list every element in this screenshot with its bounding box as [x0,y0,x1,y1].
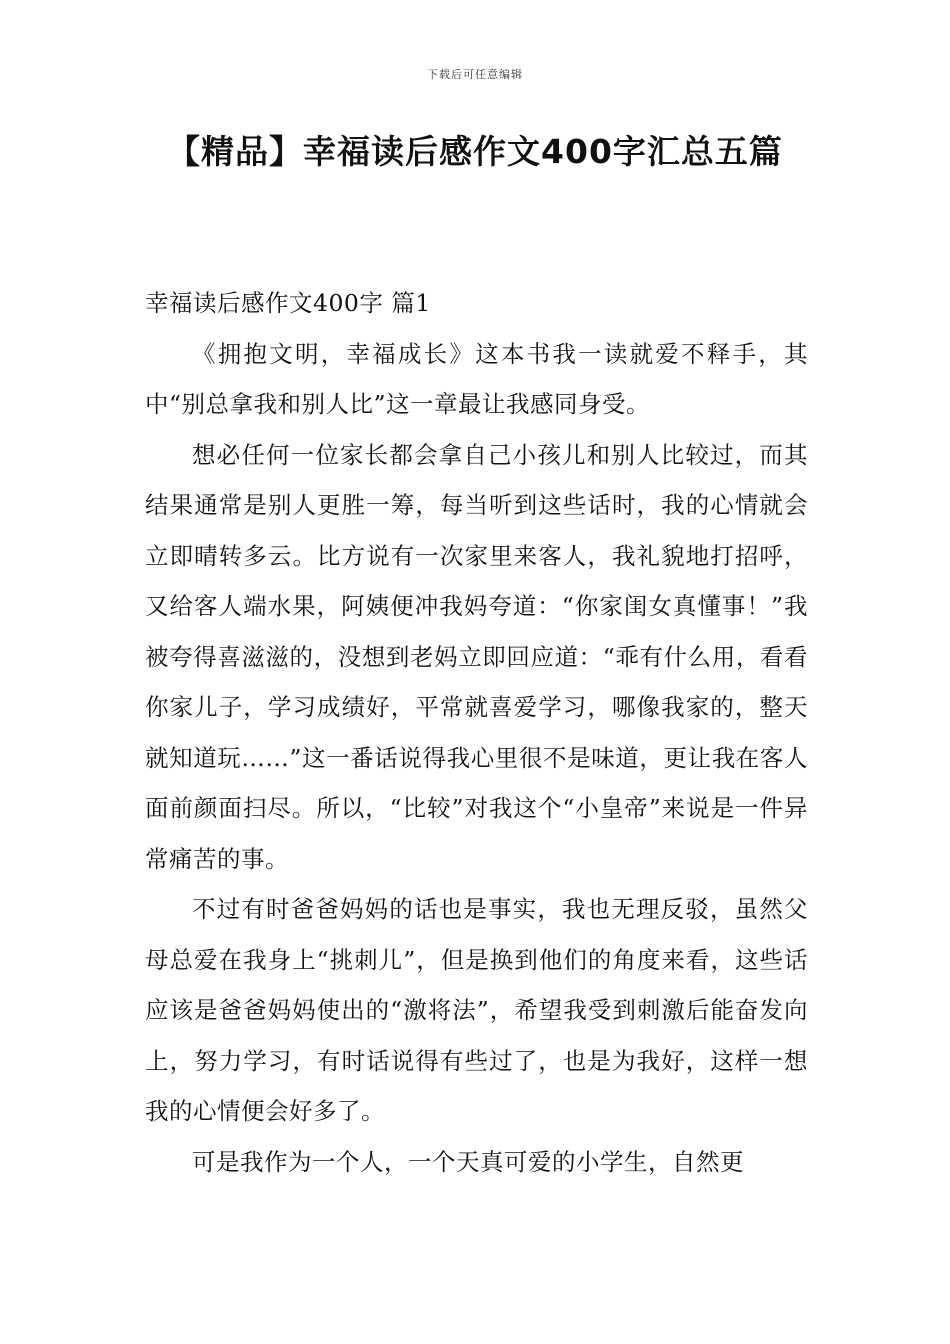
section-heading: 幸福读后感作文400字 篇1 [145,289,431,317]
header-note: 下载后可任意编辑 [427,68,523,81]
paragraph: 《拥抱文明，幸福成长》这本书我一读就爱不释手，其中“别总拿我和别人比”这一章最让我感同身受。 [145,339,808,418]
document-title: 【精品】幸福读后感作文400字汇总五篇 [167,132,783,171]
paragraph: 不过有时爸爸妈妈的话也是事实，我也无理反驳，虽然父母总爱在我身上“挑刺儿”，但是换到他们的角度来看，这些话应该是爸爸妈妈使出的“激将法”，希望我受到刺激后能奋发向上，努力学习，有时话说得有些过了，也是为我好，这样一想我的心情便会好多了。 [145,895,808,1125]
paragraph: 想必任何一位家长都会拿自己小孩儿和别人比较过，而其结果通常是别人更胜一筹，每当听到这些话时，我的心情就会立即晴转多云。比方说有一次家里来客人，我礼貌地打招呼，又给客人端水果，阿姨便冲我妈夸道：“你家闺女真懂事！”我被夸得喜滋滋的，没想到老妈立即回应道：“乖有什么用，看看你家儿子，学习成绩好，平常就喜爱学习，哪像我家的，整天就知道玩……”这一番话说得我心里很不是味道，更让我在客人面前颜面扫尽。所以，“比较”对我这个“小皇帝”来说是一件异常痛苦的事。 [145,440,808,873]
document-body [145,278,808,1187]
paragraph: 可是我作为一个人，一个天真可爱的小学生，自然更 [192,1147,744,1176]
